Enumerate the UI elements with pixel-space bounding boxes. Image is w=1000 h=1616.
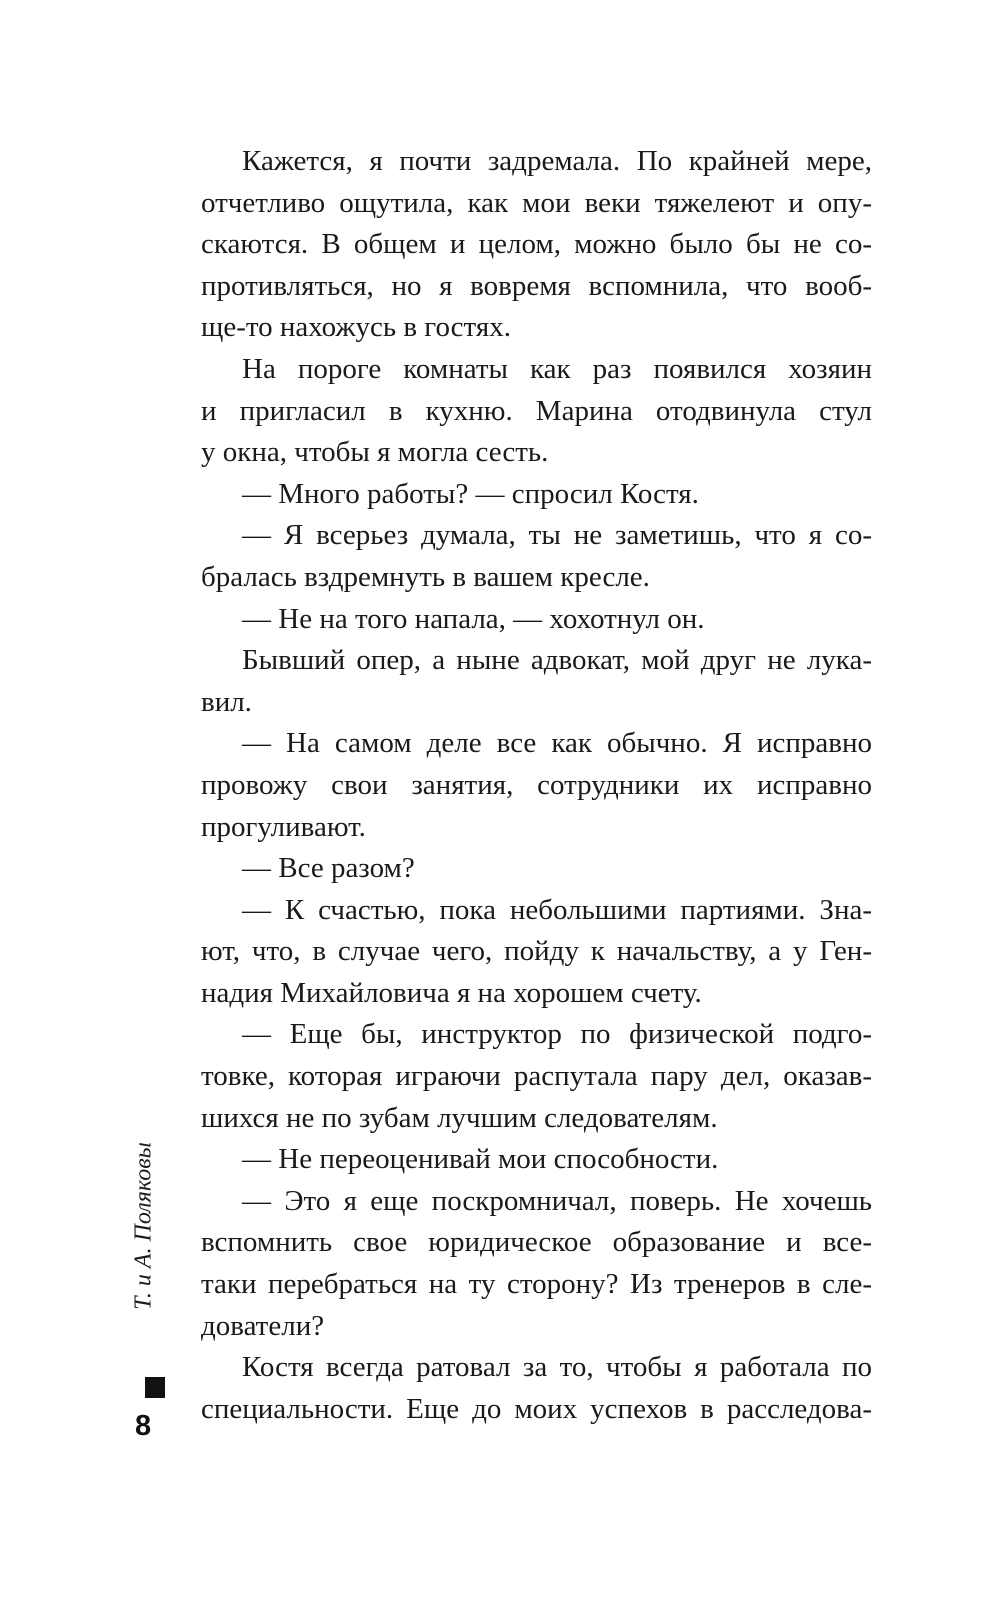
text-line: ще-то нахожусь в гостях. xyxy=(201,311,511,344)
page-number: 8 xyxy=(135,1410,152,1442)
text-line: специальности. Еще до моих успехов в расследова- xyxy=(201,1392,872,1425)
text-line: Костя всегда ратовал за то, чтобы я работала по xyxy=(242,1351,872,1384)
running-head-author: Т. и А. Поляковы xyxy=(130,1142,157,1310)
text-line: провожу свои занятия, сотрудники их исправно xyxy=(201,768,872,801)
text-line: — Не на того напала, — хохотнул он. xyxy=(242,602,705,635)
text-line: — Не переоценивай мои способности. xyxy=(242,1143,719,1176)
text-line: прогуливают. xyxy=(201,810,366,843)
running-head-marker xyxy=(145,1377,165,1398)
text-line: — На самом деле все как обычно. Я исправно xyxy=(242,727,872,760)
text-line: Бывший опер, а ныне адвокат, мой друг не лука- xyxy=(242,644,872,677)
text-line: ют, что, в случае чего, пойду к начальству, а у Ген- xyxy=(201,935,872,968)
text-line: у окна, чтобы я могла сесть. xyxy=(201,436,549,469)
text-line: шихся не по зубам лучшим следователям. xyxy=(201,1101,718,1134)
text-line: надия Михайловича я на хорошем счету. xyxy=(201,976,702,1009)
text-line: и пригласил в кухню. Марина отодвинула стул xyxy=(201,394,872,427)
text-line: На пороге комнаты как раз появился хозяин xyxy=(242,352,872,385)
text-line: — Это я еще поскромничал, поверь. Не хочешь xyxy=(242,1184,872,1217)
text-line: бралась вздремнуть в вашем кресле. xyxy=(201,560,650,593)
text-line: — Много работы? — спросил Костя. xyxy=(242,477,699,510)
text-line: противляться, но я вовремя вспомнила, что вооб- xyxy=(201,269,872,302)
text-line: отчетливо ощутила, как мои веки тяжелеют и опу- xyxy=(201,186,872,219)
text-line: вил. xyxy=(201,685,252,718)
text-line: скаются. В общем и целом, можно было бы не со- xyxy=(201,228,872,261)
text-line: Кажется, я почти задремала. По крайней мере, xyxy=(242,145,872,177)
text-line: — К счастью, пока небольшими партиями. Зна- xyxy=(242,893,872,926)
text-line: таки перебраться на ту сторону? Из тренеров в сле- xyxy=(201,1268,872,1301)
body-text xyxy=(201,141,872,1430)
text-line: — Все разом? xyxy=(242,852,415,885)
text-line: вспомнить свое юридическое образование и все- xyxy=(201,1226,872,1259)
text-line: — Я всерьез думала, ты не заметишь, что я со- xyxy=(242,519,872,552)
text-line: дователи? xyxy=(201,1309,325,1342)
text-line: — Еще бы, инструктор по физической подго- xyxy=(242,1018,872,1051)
text-line: товке, которая играючи распутала пару дел, оказав- xyxy=(201,1060,872,1093)
